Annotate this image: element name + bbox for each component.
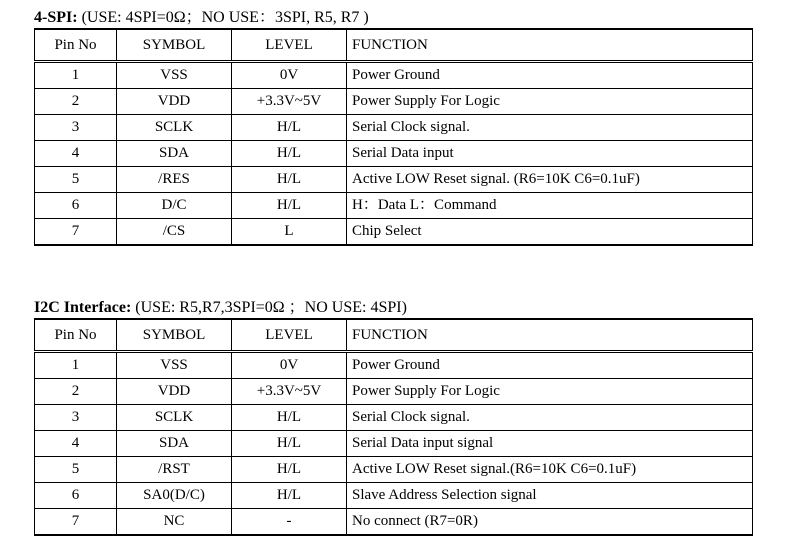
pin-number-cell: 7 bbox=[35, 509, 117, 536]
symbol-cell: /RST bbox=[117, 457, 232, 483]
level-cell: H/L bbox=[232, 167, 347, 193]
pin-number-cell: 2 bbox=[35, 89, 117, 115]
column-header-function: FUNCTION bbox=[347, 29, 753, 62]
column-header-level: LEVEL bbox=[232, 29, 347, 62]
table-row bbox=[35, 141, 753, 167]
pin-number-cell: 1 bbox=[35, 352, 117, 379]
level-cell: H/L bbox=[232, 405, 347, 431]
pin-number-cell: 5 bbox=[35, 457, 117, 483]
symbol-cell: VDD bbox=[117, 89, 232, 115]
function-cell: Chip Select bbox=[347, 219, 753, 246]
level-cell: H/L bbox=[232, 457, 347, 483]
level-cell: +3.3V~5V bbox=[232, 89, 347, 115]
section-note: (USE: R5,R7,3SPI=0Ω ；NO USE: 4SPI) bbox=[131, 299, 407, 316]
pin-number-cell: 4 bbox=[35, 431, 117, 457]
level-cell: 0V bbox=[232, 352, 347, 379]
column-header-pin-no: Pin No bbox=[35, 29, 117, 62]
function-cell: Power Ground bbox=[347, 352, 753, 379]
function-cell: Serial Data input bbox=[347, 141, 753, 167]
pin-number-cell: 4 bbox=[35, 141, 117, 167]
symbol-cell: SDA bbox=[117, 141, 232, 167]
symbol-cell: SA0(D/C) bbox=[117, 483, 232, 509]
column-header-level: LEVEL bbox=[232, 319, 347, 352]
function-cell: Slave Address Selection signal bbox=[347, 483, 753, 509]
symbol-cell: SDA bbox=[117, 431, 232, 457]
function-cell: Active LOW Reset signal.(R6=10K C6=0.1uF) bbox=[347, 457, 753, 483]
level-cell: H/L bbox=[232, 431, 347, 457]
pin-number-cell: 2 bbox=[35, 379, 117, 405]
pin-number-cell: 6 bbox=[35, 193, 117, 219]
symbol-cell: VSS bbox=[117, 62, 232, 89]
function-cell: Power Supply For Logic bbox=[347, 89, 753, 115]
section-title: 4-SPI: bbox=[34, 9, 78, 26]
section-note: (USE: 4SPI=0Ω；NO USE：3SPI, R5, R7 ) bbox=[77, 9, 369, 26]
table-row bbox=[35, 89, 753, 115]
column-header-symbol: SYMBOL bbox=[117, 319, 232, 352]
function-cell: Power Ground bbox=[347, 62, 753, 89]
table-row bbox=[35, 509, 753, 536]
table-row bbox=[35, 483, 753, 509]
function-cell: Serial Clock signal. bbox=[347, 405, 753, 431]
table-header-row bbox=[35, 29, 753, 62]
function-cell: Power Supply For Logic bbox=[347, 379, 753, 405]
symbol-cell: /CS bbox=[117, 219, 232, 246]
symbol-cell: SCLK bbox=[117, 405, 232, 431]
section-heading-i2c bbox=[34, 294, 407, 317]
level-cell: +3.3V~5V bbox=[232, 379, 347, 405]
level-cell: L bbox=[232, 219, 347, 246]
function-cell: No connect (R7=0R) bbox=[347, 509, 753, 536]
symbol-cell: NC bbox=[117, 509, 232, 536]
table-row bbox=[35, 167, 753, 193]
pin-table-i2c bbox=[34, 318, 753, 536]
pin-number-cell: 3 bbox=[35, 115, 117, 141]
level-cell: - bbox=[232, 509, 347, 536]
section-title: I2C Interface: bbox=[34, 299, 132, 316]
pin-number-cell: 1 bbox=[35, 62, 117, 89]
pin-number-cell: 3 bbox=[35, 405, 117, 431]
table-row bbox=[35, 352, 753, 379]
pin-number-cell: 6 bbox=[35, 483, 117, 509]
column-header-pin-no: Pin No bbox=[35, 319, 117, 352]
function-cell: Serial Clock signal. bbox=[347, 115, 753, 141]
level-cell: H/L bbox=[232, 141, 347, 167]
pin-table-4spi bbox=[34, 28, 753, 246]
table-row bbox=[35, 457, 753, 483]
level-cell: H/L bbox=[232, 115, 347, 141]
symbol-cell: VDD bbox=[117, 379, 232, 405]
function-cell: Active LOW Reset signal. (R6=10K C6=0.1uF) bbox=[347, 167, 753, 193]
table-row bbox=[35, 219, 753, 246]
table-row bbox=[35, 431, 753, 457]
table-row bbox=[35, 379, 753, 405]
level-cell: H/L bbox=[232, 193, 347, 219]
symbol-cell: SCLK bbox=[117, 115, 232, 141]
column-header-function: FUNCTION bbox=[347, 319, 753, 352]
pin-number-cell: 5 bbox=[35, 167, 117, 193]
table-row bbox=[35, 62, 753, 89]
symbol-cell: VSS bbox=[117, 352, 232, 379]
table-row bbox=[35, 405, 753, 431]
function-cell: Serial Data input signal bbox=[347, 431, 753, 457]
column-header-symbol: SYMBOL bbox=[117, 29, 232, 62]
level-cell: H/L bbox=[232, 483, 347, 509]
symbol-cell: D/C bbox=[117, 193, 232, 219]
table-header-row bbox=[35, 319, 753, 352]
pin-number-cell: 7 bbox=[35, 219, 117, 246]
table-row bbox=[35, 115, 753, 141]
section-heading-4spi bbox=[34, 4, 369, 27]
table-row bbox=[35, 193, 753, 219]
level-cell: 0V bbox=[232, 62, 347, 89]
function-cell: H：Data L：Command bbox=[347, 193, 753, 219]
symbol-cell: /RES bbox=[117, 167, 232, 193]
